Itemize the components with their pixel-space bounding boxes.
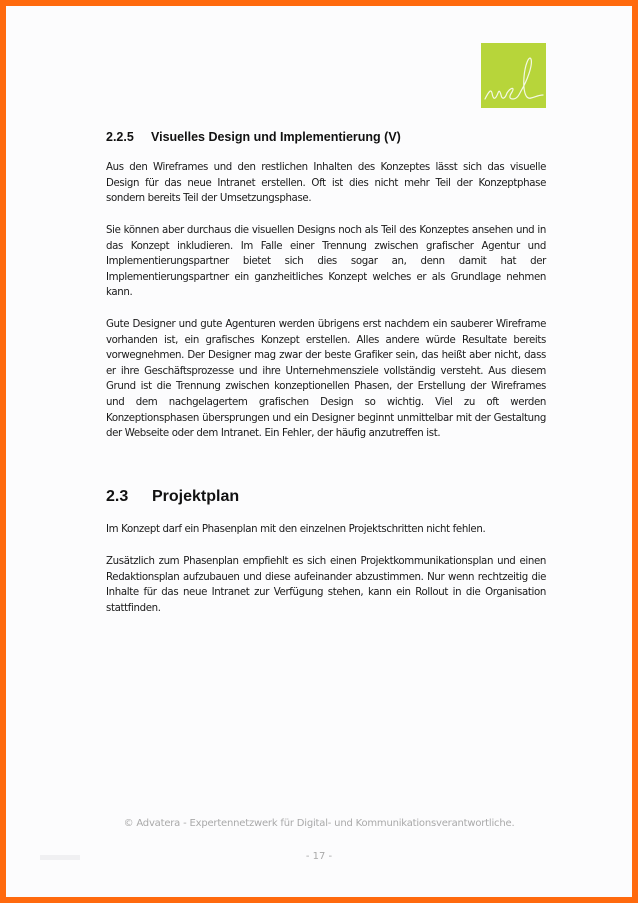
page-number: - 17 - [305, 851, 333, 862]
faint-footer-mark [40, 855, 80, 860]
footer-copyright: © Advatera - Expertennetzwerk für Digital- und Kommunikationsverantwortliche. [123, 818, 515, 829]
paragraph: Im Konzept darf ein Phasenplan mit den einzelnen Projektschritten nicht fehlen. [106, 524, 486, 535]
signature-logo-icon [481, 43, 546, 108]
section-heading-2-2-5 [106, 130, 546, 144]
paragraph: Zusätzlich zum Phasenplan empfiehlt es sich einen Projektkommunikationsplan und einen Redaktionsplan aufzubauen und diese aufeinander abzustimmen. Nur wenn rechtzeitig die Inhalte für das neue Intranet zur Verfügung stehen, kann ein Rollout in die Organisation stattfinden. [106, 556, 546, 614]
document-content [106, 130, 546, 614]
section-heading-2-3 [106, 488, 546, 506]
section-title: Visuelles Design und Implementierung (V) [151, 130, 401, 144]
paragraph: Sie können aber durchaus die visuellen Designs noch als Teil des Konzeptes ansehen und in das Konzept inkludieren. Im Falle einer Trennung zwischen grafischer Agentur und Implementierungspartner bietet sich dies sogar an, denn damit hat der Implementierungspartner ein ganzheitliches Konzept welches er als Grundlage nehmen kann. [106, 225, 546, 299]
section-title: Projektplan [152, 488, 240, 505]
paragraph: Aus den Wireframes und den restlichen Inhalten des Konzeptes lässt sich das visuelle Design für das neue Intranet erstellen. Oft ist dies nicht mehr Teil der Konzeptphase sondern bereits Teil der Umsetzungsphase. [106, 162, 546, 205]
company-logo [481, 43, 546, 108]
paragraph: Gute Designer und gute Agenturen werden übrigens erst nachdem ein sauberer Wireframe vorhanden ist, ein grafisches Konzept erstellen. Alles andere würde Resultate bereits vorwegnehmen. Der Designer mag zwar der beste Grafiker sein, das heißt aber nicht, dass er ihre Geschäftsprozesse und ihre Unternehmensziele vollständig versteht. Aus diesem Grund ist die Trennung zwischen konzeptionellen Phasen, der Erstellung der Wireframes und dem nachgelagertem grafischen Design so wichtig. Viel zu oft werden Konzeptionsphasen übersprungen und ein Designer beginnt unmittelbar mit der Gestaltung der Webseite oder dem Intranet. Ein Fehler, der häufig anzutreffen ist. [106, 319, 546, 440]
section-number: 2.3 [106, 488, 129, 505]
section-number: 2.2.5 [106, 130, 134, 144]
